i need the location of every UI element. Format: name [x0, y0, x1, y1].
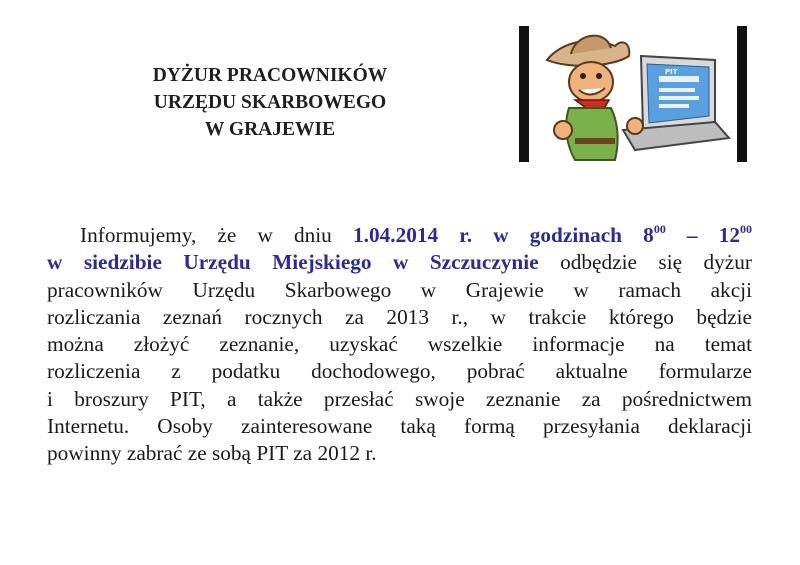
left-frame-bar [519, 26, 529, 162]
announcement-line-1 [47, 222, 752, 249]
place-highlight: w siedzibie Urzędu Miejskiego w Szczuczynie [47, 250, 539, 275]
end-minutes: 00 [740, 222, 753, 236]
announcement-line-6: rozliczenia z podatku dochodowego, pobrać aktualne formularze [47, 359, 752, 384]
announcement-line-9: powinny zabrać ze sobą PIT za 2012 r. [47, 441, 377, 466]
hand-icon [627, 118, 643, 134]
announcement-line-4: rozliczania zeznań rocznych za 2013 r., w trakcie którego będzie [47, 304, 752, 329]
title-line-1: DYŻUR PRACOWNIKÓW [152, 65, 388, 86]
title-line-3: W GRAJEWIE [204, 119, 336, 140]
right-frame-bar [737, 26, 747, 162]
cowboy-with-laptop-icon [519, 26, 749, 162]
announcement-line-8: Internetu. Osoby zainteresowane taką formą przesyłania deklaracji [47, 414, 752, 439]
cowboy-face-icon [569, 62, 613, 102]
end-hour: – 12 [665, 223, 741, 247]
line-2-rest: odbędzie się dyżur [538, 250, 752, 275]
announcement-text [47, 222, 752, 468]
title-line-2: URZĘDU SKARBOWEGO [153, 92, 387, 113]
announcement-line-3: pracowników Urzędu Skarbowego w Grajewie w ramach akcji [47, 277, 752, 302]
page-title [100, 62, 440, 143]
cowboy-body-icon [554, 108, 618, 160]
announcement-line-5: można złożyć zeznanie, uzyskać wszelkie informacje na temat [47, 332, 752, 357]
intro-text: Informujemy, że w dniu [80, 223, 353, 247]
start-minutes: 00 [653, 222, 666, 236]
announcement-line-7: i broszury PIT, a także przesłać swoje zeznanie za pośrednictwem [47, 386, 752, 411]
laptop-pit-label: PIT [665, 68, 678, 76]
laptop-icon [623, 56, 729, 150]
date-text: 1.04.2014 r. w godzinach 8 [352, 223, 654, 247]
announcement-line-2 [47, 249, 752, 276]
date-time-highlight [353, 223, 752, 247]
